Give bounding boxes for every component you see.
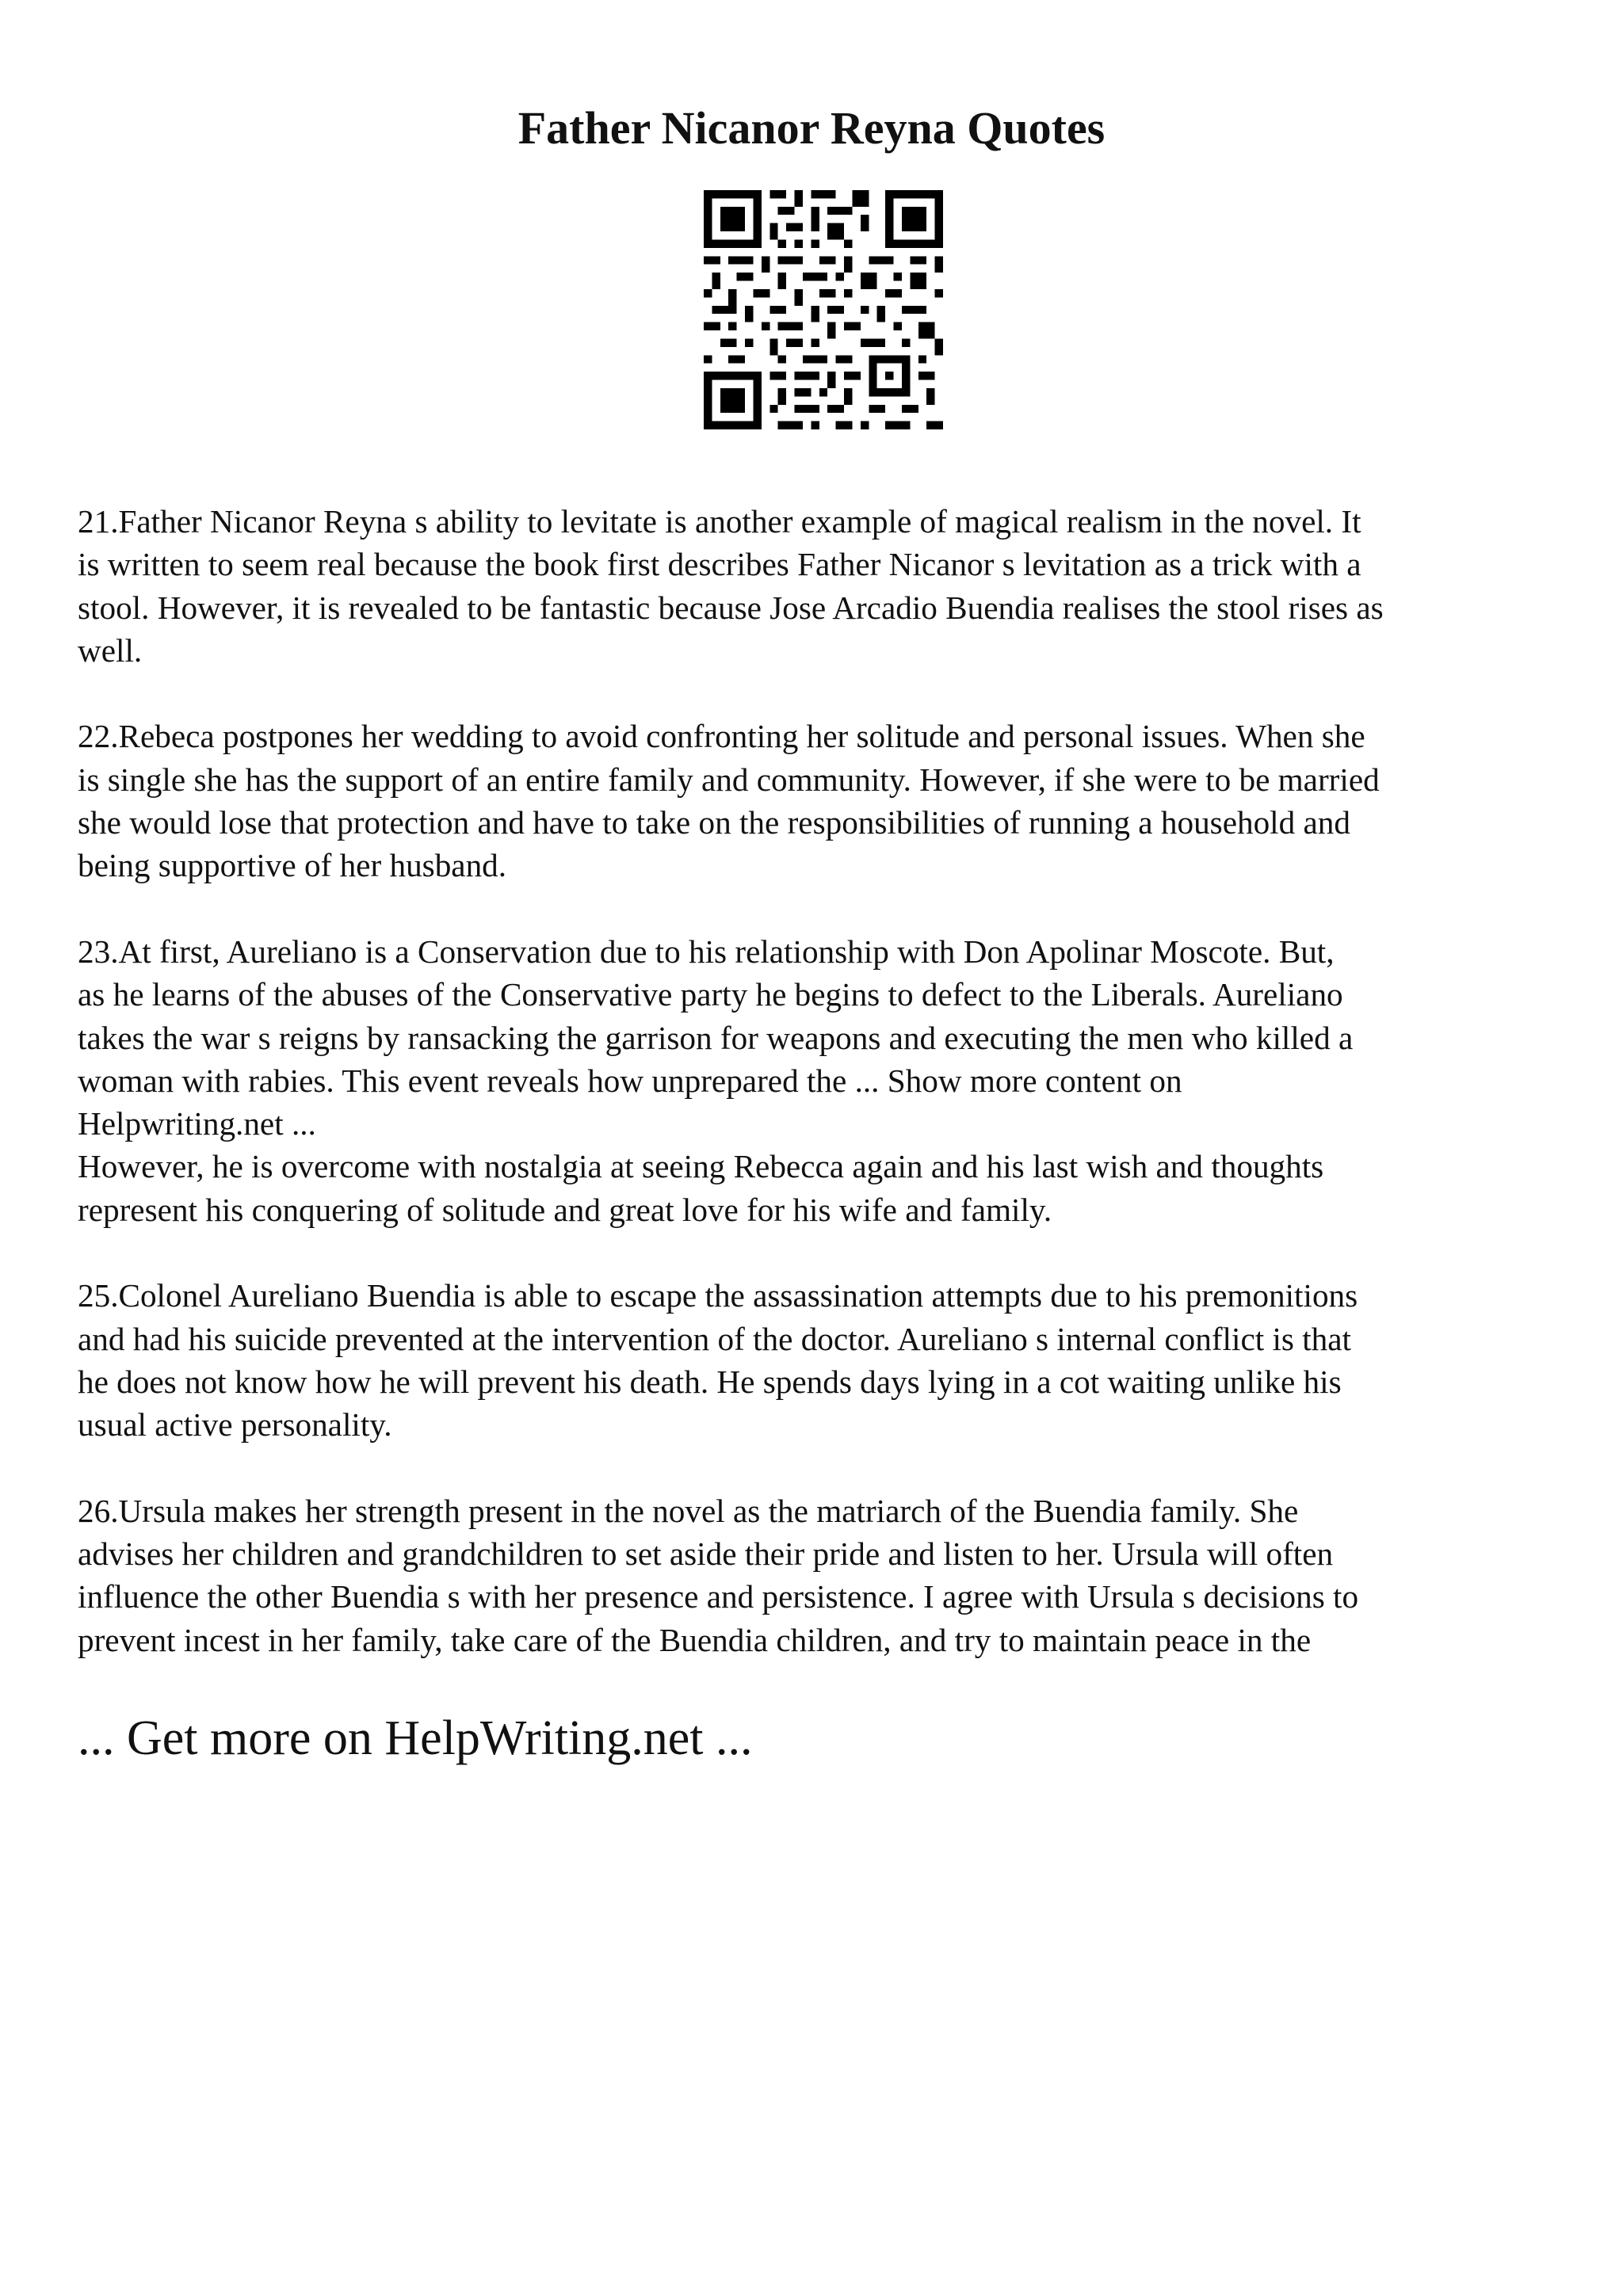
text-line: influence the other Buendia s with her presence and persistence. I agree with Ursula s decisions to xyxy=(78,1578,1359,1615)
paragraph-continuation xyxy=(78,1145,1568,1231)
text-line: represent his conquering of solitude and great love for his wife and family. xyxy=(78,1191,1052,1228)
text-line: well. xyxy=(78,631,143,669)
paragraph-23 xyxy=(78,930,1568,1145)
qr-code xyxy=(704,190,943,429)
text-line: 26.Ursula makes her strength present in the novel as the matriarch of the Buendia family. She xyxy=(78,1492,1299,1529)
text-line: as he learns of the abuses of the Conservative party he begins to defect to the Liberals. Aureliano xyxy=(78,976,1343,1013)
text-line: prevent incest in her family, take care of the Buendia children, and try to maintain peace in the xyxy=(78,1621,1312,1658)
page-title: Father Nicanor Reyna Quotes xyxy=(517,102,1106,154)
text-line: usual active personality. xyxy=(78,1406,392,1444)
text-line: is written to seem real because the book first describes Father Nicanor s levitation as a trick with a xyxy=(78,546,1361,583)
text-line: and had his suicide prevented at the intervention of the doctor. Aureliano s internal conflict is that xyxy=(78,1320,1351,1357)
text-line: is single she has the support of an entire family and community. However, if she were to be married xyxy=(78,761,1380,798)
text-line: Helpwriting.net ... xyxy=(78,1105,316,1142)
paragraph-22 xyxy=(78,715,1568,887)
text-line: 22.Rebeca postpones her wedding to avoid confronting her solitude and personal issues. When she xyxy=(78,718,1365,755)
text-line: he does not know how he will prevent his death. He spends days lying in a cot waiting unlike his xyxy=(78,1363,1342,1400)
text-line: she would lose that protection and have to take on the responsibilities of running a household and xyxy=(78,804,1350,841)
paragraph-25 xyxy=(78,1274,1568,1446)
text-line: takes the war s reigns by ransacking the garrison for weapons and executing the men who killed a xyxy=(78,1019,1354,1056)
text-line: 25.Colonel Aureliano Buendia is able to escape the assassination attempts due to his premonitions xyxy=(78,1277,1358,1314)
paragraph-26 xyxy=(78,1489,1568,1661)
paragraph-21 xyxy=(78,500,1568,672)
text-line: being supportive of her husband. xyxy=(78,847,507,884)
text-line: advises her children and grandchildren to set aside their pride and listen to her. Ursula will often xyxy=(78,1535,1334,1573)
text-line: 23.At first, Aureliano is a Conservation due to his relationship with Don Apolinar Moscote. But, xyxy=(78,933,1335,970)
get-more-link[interactable]: ... Get more on HelpWriting.net ... xyxy=(78,1711,753,1765)
text-line: 21.Father Nicanor Reyna s ability to levitate is another example of magical realism in the novel. It xyxy=(78,503,1361,540)
text-line: However, he is overcome with nostalgia at seeing Rebecca again and his last wish and thoughts xyxy=(78,1148,1324,1185)
text-line: woman with rabies. This event reveals how unprepared the ... Show more content on xyxy=(78,1062,1182,1099)
body-text xyxy=(78,500,1568,1661)
text-line: stool. However, it is revealed to be fantastic because Jose Arcadio Buendia realises the stool rises as xyxy=(78,589,1384,626)
